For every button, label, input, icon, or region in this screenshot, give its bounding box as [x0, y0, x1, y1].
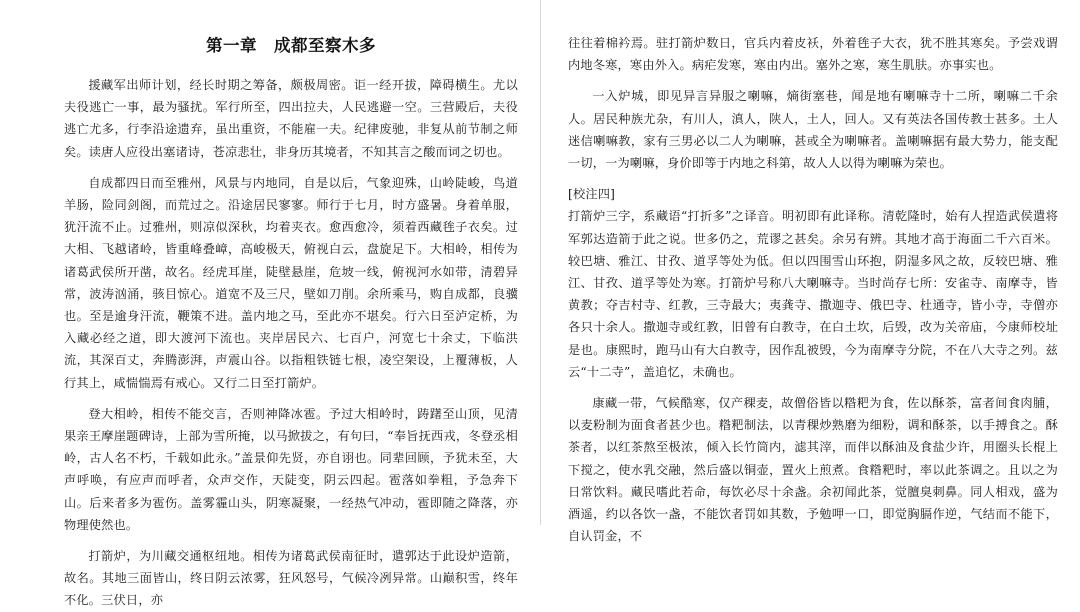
right-page: [541, 0, 1080, 544]
annotation-heading: [校注四]: [568, 187, 616, 202]
paragraph-continuation: 往往着棉衿焉。驻打箭炉数日，官兵内着皮袄，外着毪子大衣，犹不胜其寒矣。予尝戏谓内地冬寒，寒由外入。病疟发寒，寒由内出。塞外之寒，寒生肌肤。亦事实也。: [568, 36, 1058, 73]
paragraph-6: 康藏一带，气候酷寒，仅产稞麦，故僧俗皆以糌粑为食，佐以酥茶，富者间食肉脯，以麦粉制为面食者甚少也。糌粑制法，以青稞炒熟磨为细粉，调和酥茶，以手搏食之。酥茶者，以红茶熬至极浓，倾入长竹筒内，滤其滓，而伴以酥油及食盐少许，用圈头长棍上下搅之，使水乳交融，然后盛以铜壶，置火上煎煮。食糌粑时，率以此茶调之。且以之为日常饮料。藏民嗜此若命，每饮必尽十余盏。余初闻此茶，觉膻臭刺鼻。同人相戏，盛为酒遥，约以各饮一盏，不能饮者罚如其数，予勉呷一口，即觉胸膈作逆，气结而不能下，自认罚金，不: [568, 396, 1058, 544]
paragraph-3: 登大相岭，相传不能交言，否则神降冰雹。予过大相岭时，踌躇至山顶，见清果亲王摩崖题碑诗，上部为雪所掩，以马掀拔之，有句曰，“奉旨抚西戎，冬登丞相岭，古人名不朽，千载如此永。”盖景仰先贤，亦自诩也。同辈回顾，予犹未至，大声呼唤，有应声而呼者，众声交作，天陡变，阴云四起。雹落如拳粗，予急奔下山。后来者多为雹伤。盖雾霾山头，阴寒凝聚，一经热气冲动，雹即随之降落，亦物理使然也。: [64, 406, 518, 532]
paragraph-1: 援藏军出师计划，经长时期之筹备，颇极周密。讵一经开拔，障碍横生。尤以夫役逃亡一事，最为骚扰。军行所至，四出拉夫，人民逃避一空。三营殿后，夫役逃亡尤多，行李沿途遗弃，虽出重资，不能雇一夫。纪律废驰，非复从前节制之师矣。读唐人应役出塞诸诗，苍凉悲壮，非身历其境者，不知其言之酸而词之切也。: [64, 78, 518, 159]
annotation-text: 打箭炉三字，系藏语“打折多”之译音。明初即有此译称。清乾隆时，始有人捏造武侯遣将军郭达造箭于此之说。世多仍之，荒谬之甚矣。余另有辨。其地才高于海面二千六百米。较巴塘、雅江、甘孜、道孚等处为低。但以四围雪山环抱，阴湿多风之故，反较巴塘、雅江、甘孜、道孚等处为寒。打箭炉号称八大喇嘛寺。当时尚存七所：安雀寺、南摩寺，皆黄教；夺吉村寺、红教，三寺最大；夷龚寺、撒迦寺、俄巴寺、杜通寺，皆小寺，寺僧亦各只十余人。撒迦寺或红教，旧曾有白教寺，在白土坎，后毁，改为关帝庙，今康师校址是也。康熙时，跑马山有大白教寺，因作乱被毁，今为南摩寺分院，不在八大寺之列。兹云“十二寺”，盖追忆，未确也。: [568, 209, 1058, 379]
left-page: [0, 0, 540, 608]
paragraph-2: 自成都四日而至雅州，风景与内地同，自是以后，气象迎殊，山岭陡峻，鸟道羊肠，险同剑阁，而荒过之。沿途居民寥寥。师行于七月，时方盛暑。身着单服，犹汗流不止。过雅州，则凉似深秋，均着夹衣。愈西愈冷，须着西藏毪子衣矣。过大相、飞越诸岭，皆重峰叠嶂，高峻极天，俯视白云，盘旋足下。大相岭，相传为诸葛武侯所开凿，故名。经虎耳崖，陡壁悬崖，危坡一线，俯视河水如带，清碧异常，波涛汹涌，骇目惊心。道宽不及三尺，壁如刀削。余所乘马，购自成都，良骥也。至是逾身汗流，鞭策不进。盖内地之马，至此亦不堪矣。行六日至泸定桥，为入藏必经之道，即大渡河下流也。夹岸居民六、七百户，河宽七十余丈，下临洪流，其深百丈，奔腾澎湃，声震山谷。以指粗铁链七根，凌空架设，上覆薄板，人行其上，咸惴惴焉有戒心。又行二日至打箭炉。: [64, 175, 518, 390]
paragraph-5: 一入炉城，即见异言异服之喇嘛，熵街塞巷，闻是地有喇嘛寺十二所，喇嘛二千余人。居民种族尤杂，有川人，滇人，陕人，土人，回人。又有英法各国传教士甚多。土人迷信喇嘛教，家有三男必以二人为喇嘛，甚或全为喇嘛者。盖喇嘛据有最大势力，能支配一切，一为喇嘛，身价即等于内地之科第，故人人以得为喇嘛为荣也。: [568, 89, 1058, 171]
paragraph-4: 打箭炉，为川藏交通枢纽地。相传为诸葛武侯南征时，遣郭达于此设炉造箭，故名。其地三面皆山，终日阴云浓雾，狂风怒号，气候冷冽异常。山巅积雪，终年不化。三伏日，亦: [64, 549, 518, 608]
chapter-title: 第一章 成都至察木多: [206, 36, 376, 55]
